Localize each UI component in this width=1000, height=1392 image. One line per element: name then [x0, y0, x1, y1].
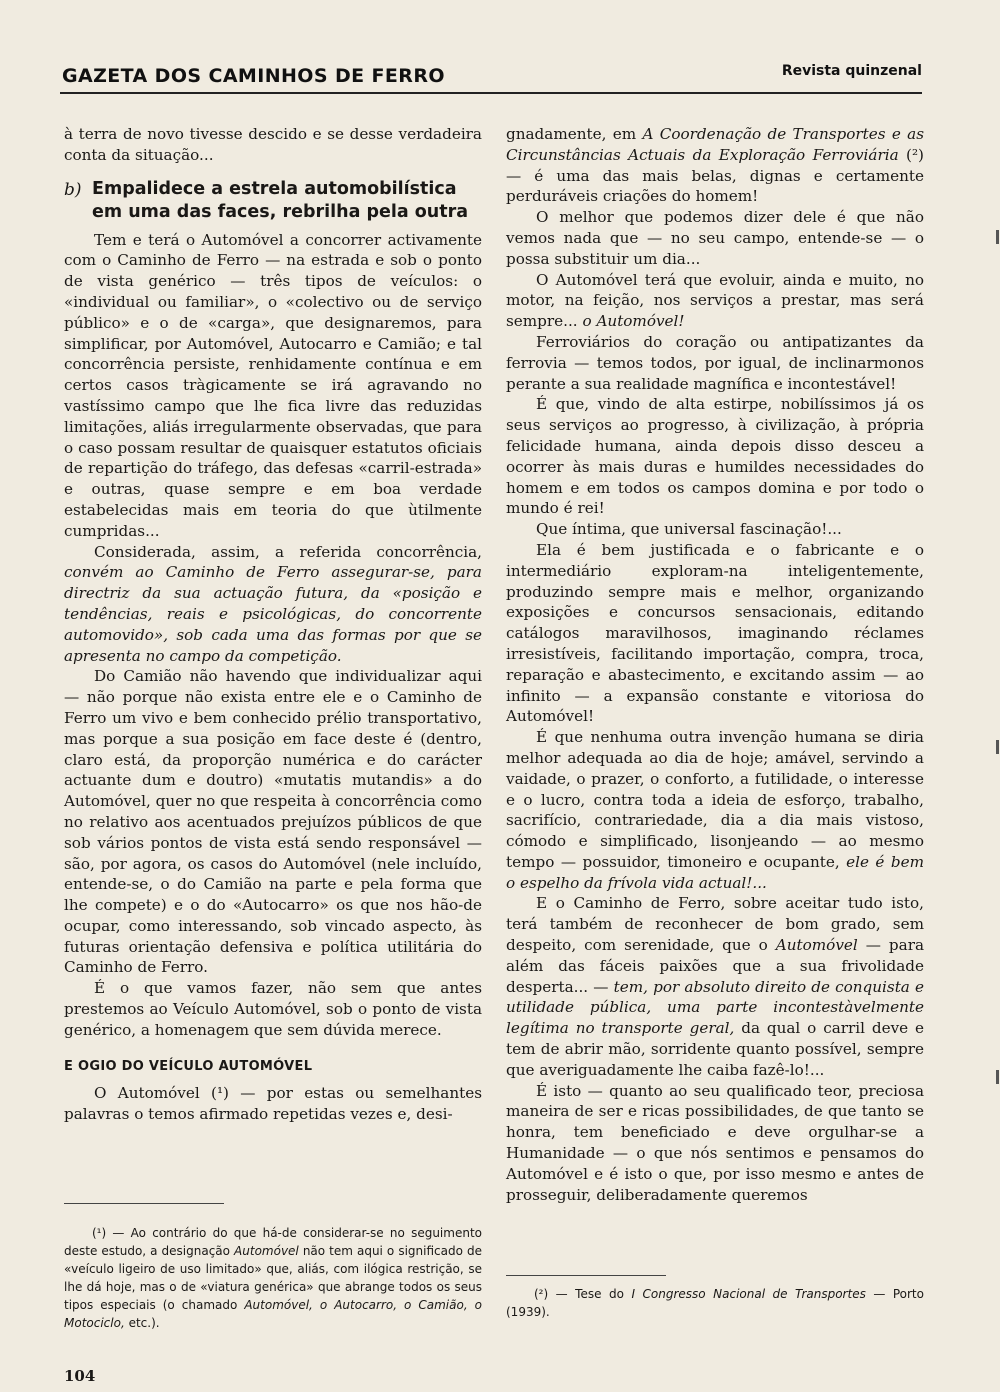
- paragraph: Que íntima, que universal fascinação!...: [536, 520, 842, 539]
- section-title: E OGIO DO VEÍCULO AUTOMÓVEL: [64, 1058, 313, 1074]
- footnote-2: [506, 1285, 924, 1321]
- paragraph: [64, 542, 482, 667]
- paragraph-text: E o Caminho de Ferro, sobre aceitar tudo isto, terá também de reconhecer de bom grado, sem despeito, com serenidade, que o: [506, 894, 924, 955]
- subheading-text: Empalidece a estrela automobilística em uma das faces, rebrilha pela outra: [92, 178, 469, 222]
- paragraph-text: (²) — é uma das mais belas, dignas e certamente perduráveis criações do homem!: [506, 145, 924, 206]
- paragraph: [506, 270, 924, 332]
- cited-work-title: A Coordenação de Transportes e as Circunstâncias Actuais da Exploração Ferroviária: [506, 125, 925, 164]
- paragraph: É que, vindo de alta estirpe, nobilíssimos já os seus serviços ao progresso, à civilização, à própria felicidade humana, ainda depois disso desceu a ocorrer às mais duras e humildes necessidades do homem e em todos os campos domina e por todo o mundo é rei!: [506, 395, 924, 518]
- footnote-segment: não tem aqui o significado de «veículo ligeiro de uso limitado» que, aliás, com ilógica restrição, se lhe dá hoje, mas o de «viatura genérica» que abrange todos os seus tipos especiais (o chamado: [64, 1244, 482, 1312]
- paragraph-italic-text: convém ao Caminho de Ferro assegurar-se, para directriz da sua actuação futura, da «posição e tendências, reais e psicológicas, do concorrente automovido», sob cada uma das formas por que se apresenta no campo da competição.: [64, 563, 482, 665]
- paragraph: [506, 727, 924, 893]
- footnote-text: [506, 1285, 924, 1321]
- footnote-1: [64, 1224, 482, 1332]
- subheading-letter: b): [64, 179, 82, 200]
- footnote-italic: Automóvel, o Autocarro, o Camião, o Motociclo,: [64, 1298, 482, 1330]
- page-edge-mark: [996, 230, 999, 244]
- paragraph: Tem e terá o Automóvel a concorrer activamente com o Caminho de Ferro — na estrada e sob o ponto de vista genérico — três tipos de veículos: o «individual ou familiar», o «colectivo ou de serviço público» e o de «carga», que designaremos, para simplificar, por Automóvel, Autocarro e Camião; e tal concorrência persiste, renhidamente contínua e em certos casos tràgicamente se irá agravando no vastíssimo campo que lhe fica livre das reduzidas limitações, aliás irregularmente observadas, que para o caso possam resultar de quaisquer estatutos oficiais de repartição do tráfego, das defesas «carril-estrada» e outras, quase sempre e em boa verdade estabelecidas mais em teoria do que ùtilmente cumpridas...: [64, 230, 482, 540]
- paragraph: Ferroviários do coração ou antipatizantes da ferrovia — temos todos, por igual, de inclinarmonos perante a sua realidade magnífica e incontestável!: [506, 332, 924, 393]
- footnote-segment: (¹) — Ao contrário do que há-de considerar-se no seguimento deste estudo, a designação: [64, 1226, 482, 1258]
- paragraph: à terra de novo tivesse descido e se desse verdadeira conta da situação...: [64, 125, 482, 164]
- paragraph: O melhor que podemos dizer dele é que não vemos nada que — no seu campo, entende-se — o possa substituir um dia...: [506, 208, 924, 268]
- journal-title: GAZETA DOS CAMINHOS DE FERRO: [62, 65, 445, 87]
- paragraph-text: É que nenhuma outra invenção humana se diria melhor adequada ao dia de hoje; amável, servindo a vaidade, o prazer, o conforto, a futilidade, o interesse e o lucro, contra toda a ideia de esforço, trabalho, sacrifício, contrariedade, dia a dia mais vistoso, cómodo e simplificado, lisonjeando — ao mesmo tempo — possuidor, timoneiro e ocupante,: [506, 728, 924, 871]
- paragraph-italic-text: Automóvel: [775, 936, 858, 955]
- footnote-segment: (²) — Tese do: [534, 1287, 624, 1301]
- page-number: 104: [64, 1367, 96, 1385]
- footnote-text: [64, 1224, 482, 1332]
- footnote-italic: Automóvel: [234, 1244, 299, 1258]
- paragraph-text: gnadamente, em: [506, 125, 637, 143]
- paragraph: Do Camião não havendo que individualizar aqui — não porque não exista entre ele e o Caminho de Ferro um vivo e bem conhecido prélio transportativo, mas porque a sua posição em face deste é (dentro, claro está, da proporção numérica e do carácter actuante dum e doutro) «mutatis mutandis» a do Automóvel, quer no que respeita à concorrência como no relativo aos acentuados prejuízos públicos de que sob vários pontos de vista está sendo responsável — são, por agora, os casos do Automóvel (nele incluído, entende-se, o do Camião na parte e pela forma que lhe compete) e o do «Autocarro» os que nos hão-de ocupar, como interessando, sob vincado aspecto, às futuras orientação defensiva e política utilitária do Caminho de Ferro.: [64, 667, 482, 977]
- footnote-italic: I Congresso Nacional de Transportes: [631, 1287, 866, 1301]
- footnote-segment: etc.).: [128, 1316, 160, 1330]
- paragraph-italic-text: ele é bem o espelho da frívola vida actual!...: [506, 852, 924, 892]
- paragraph: [506, 124, 924, 207]
- running-header: [62, 63, 922, 91]
- paragraph: É isto — quanto ao seu qualificado teor, preciosa maneira de ser e ricas possibilidades, de que tanto se honra, tem beneficiado e deve orgulhar-se a Humanidade — o que nós sentimos e pensamos do Automóvel e é isto o que, por isso mesmo e antes de prosseguir, deliberadamente queremos: [506, 1081, 924, 1204]
- paragraph-text: da qual o carril deve e tem de abrir mão, sorridente quanto possível, sempre que averiguadamente lhe caiba fazê-lo!...: [506, 1019, 925, 1079]
- paragraph-italic-text: tem, por absoluto direito de conquista e utilidade pública, uma parte incontestàvelmente legítima no transporte geral,: [506, 977, 925, 1038]
- paragraph: Ela é bem justificada e o fabricante e o intermediário exploram-na inteligentemente, produzindo sempre mais e melhor, organizando exposições e concursos sensacionais, editando catálogos maravilhosos, imaginando réclames irresistíveis, facilitando importação, compra, troca, reparação e abastecimento, e excitando assim — ao infinito — a expansão constante e vitoriosa do Automóvel!: [506, 540, 924, 726]
- footnote-segment: — Porto (1939).: [506, 1287, 924, 1319]
- section-subheading: [64, 178, 482, 224]
- page-edge-mark: [996, 740, 999, 754]
- paragraph-text: — para além das fáceis paixões que a sua frivolidade desperta... —: [506, 936, 925, 996]
- paragraph: É o que vamos fazer, não sem que antes prestemos ao Veículo Automóvel, sob o ponto de vista genérico, a homenagem que sem dúvida merece.: [64, 979, 482, 1039]
- footnote-rule: [506, 1275, 666, 1276]
- journal-tagline: Revista quinzenal: [781, 63, 922, 79]
- header-rule: [60, 92, 922, 94]
- left-column: [64, 124, 482, 1125]
- page-edge-mark: [996, 1070, 999, 1084]
- paragraph-text: O Automóvel terá que evoluir, ainda e muito, no motor, na feição, nos serviços a prestar, mas será sempre...: [506, 270, 924, 331]
- right-column: [506, 124, 924, 1205]
- paragraph-italic-text: o Automóvel!: [582, 312, 685, 331]
- paragraph-text: Considerada, assim, a referida concorrência,: [94, 542, 482, 561]
- footnote-rule: [64, 1203, 224, 1204]
- paragraph: [506, 893, 924, 1080]
- paragraph: O Automóvel (¹) — por estas ou semelhantes palavras o temos afirmado repetidas vezes e, desi-: [64, 1084, 482, 1124]
